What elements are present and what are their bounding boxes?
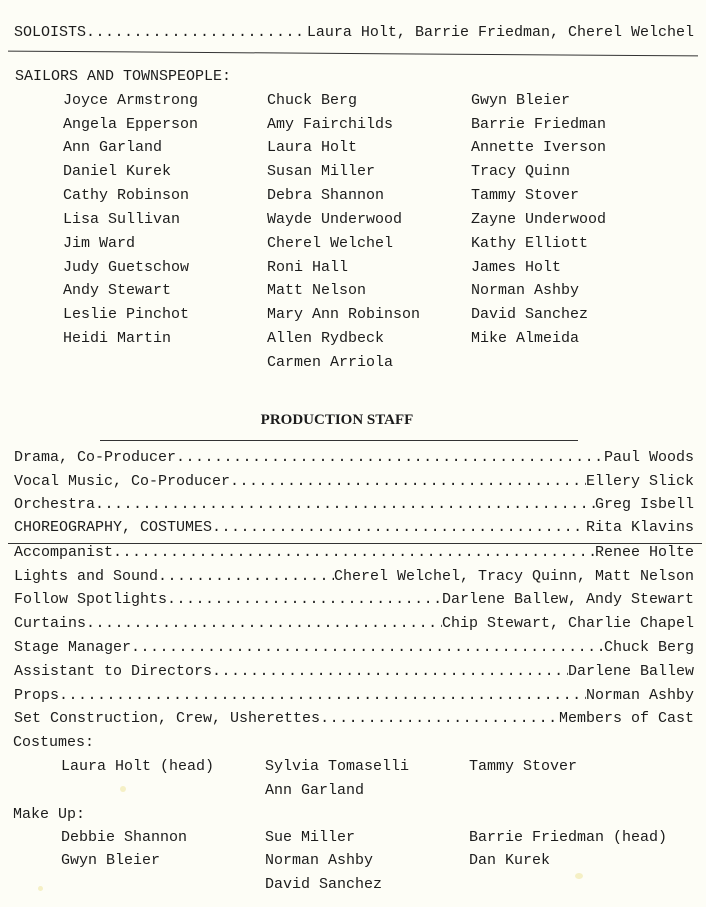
list-item: Gwyn Bleier xyxy=(61,852,161,869)
paper-speck xyxy=(120,786,126,792)
staff-row: Orchestra ..... Greg Isbell xyxy=(14,495,694,515)
list-item: David Sanchez xyxy=(265,876,383,893)
list-item: Barrie Friedman (head) xyxy=(469,829,668,846)
list-item: Tammy Stover xyxy=(471,187,580,204)
list-item: Mike Almeida xyxy=(471,330,580,347)
staff-row: Vocal Music, Co-Producer ..... Ellery Slick xyxy=(14,472,694,492)
staff-row: Accompanist ..... Renee Holte xyxy=(14,543,694,563)
list-item: Heidi Martin xyxy=(63,330,172,347)
staff-row: Lights and Sound ..... Cherel Welchel, Tracy Quinn, Matt Nelson xyxy=(14,567,694,587)
staff-row: Assistant to Directors ..... Darlene Ballew xyxy=(14,662,694,682)
list-item: Amy Fairchilds xyxy=(267,116,394,133)
list-item: Tracy Quinn xyxy=(471,163,571,180)
costumes-label: Costumes: xyxy=(13,734,95,751)
list-item: Mary Ann Robinson xyxy=(267,306,421,323)
soloists-names: Laura Holt, Barrie Friedman, Cherel Welchel xyxy=(306,24,694,41)
staff-row: Follow Spotlights ..... Darlene Ballew, Andy Stewart xyxy=(14,590,694,610)
list-item: Allen Rydbeck xyxy=(267,330,385,347)
list-item: Dan Kurek xyxy=(469,852,551,869)
makeup-label: Make Up: xyxy=(13,806,86,823)
list-item: Andy Stewart xyxy=(63,282,172,299)
staff-row: Drama, Co-Producer ..... Paul Woods xyxy=(14,448,694,468)
list-item: Annette Iverson xyxy=(471,139,607,156)
list-item: Zayne Underwood xyxy=(471,211,607,228)
soloists-line xyxy=(14,23,694,43)
list-item: James Holt xyxy=(471,259,562,276)
list-item: Jim Ward xyxy=(63,235,136,252)
divider-rule xyxy=(8,51,698,57)
dot-leader xyxy=(86,23,307,43)
list-item: Ann Garland xyxy=(63,139,163,156)
production-staff-heading: PRODUCTION STAFF xyxy=(260,412,414,428)
soloists-label: SOLOISTS xyxy=(14,24,87,41)
list-item: Wayde Underwood xyxy=(267,211,403,228)
list-item: Matt Nelson xyxy=(267,282,367,299)
staff-row: CHOREOGRAPHY, COSTUMES ..... Rita Klavins xyxy=(14,518,694,538)
list-item: Norman Ashby xyxy=(471,282,580,299)
list-item: Angela Epperson xyxy=(63,116,199,133)
paper-speck xyxy=(575,873,583,879)
list-item: Leslie Pinchot xyxy=(63,306,190,323)
list-item: Sue Miller xyxy=(265,829,356,846)
list-item: Roni Hall xyxy=(267,259,349,276)
list-item: Carmen Arriola xyxy=(267,354,394,371)
list-item: Tammy Stover xyxy=(469,758,578,775)
staff-row: Stage Manager ..... Chuck Berg xyxy=(14,638,694,658)
list-item: Debbie Shannon xyxy=(61,829,188,846)
list-item: Judy Guetschow xyxy=(63,259,190,276)
staff-row: Set Construction, Crew, Usherettes ..... Members of Cast xyxy=(14,709,694,729)
staff-row: Props ..... Norman Ashby xyxy=(14,686,694,706)
list-item: Chuck Berg xyxy=(267,92,358,109)
list-item: Laura Holt (head) xyxy=(61,758,215,775)
divider-rule xyxy=(100,440,578,441)
list-item: Gwyn Bleier xyxy=(471,92,571,109)
list-item: Ann Garland xyxy=(265,782,365,799)
list-item: Joyce Armstrong xyxy=(63,92,199,109)
list-item: Sylvia Tomaselli xyxy=(265,758,410,775)
paper-speck xyxy=(38,886,43,891)
list-item: Barrie Friedman xyxy=(471,116,607,133)
list-item: Laura Holt xyxy=(267,139,358,156)
list-item: Cathy Robinson xyxy=(63,187,190,204)
list-item: Susan Miller xyxy=(267,163,376,180)
list-item: David Sanchez xyxy=(471,306,589,323)
staff-row: Curtains ..... Chip Stewart, Charlie Chapel xyxy=(14,614,694,634)
sailors-heading: SAILORS AND TOWNSPEOPLE: xyxy=(15,68,232,85)
list-item: Kathy Elliott xyxy=(471,235,589,252)
list-item: Lisa Sullivan xyxy=(63,211,181,228)
list-item: Cherel Welchel xyxy=(267,235,394,252)
list-item: Daniel Kurek xyxy=(63,163,172,180)
list-item: Debra Shannon xyxy=(267,187,385,204)
list-item: Norman Ashby xyxy=(265,852,374,869)
